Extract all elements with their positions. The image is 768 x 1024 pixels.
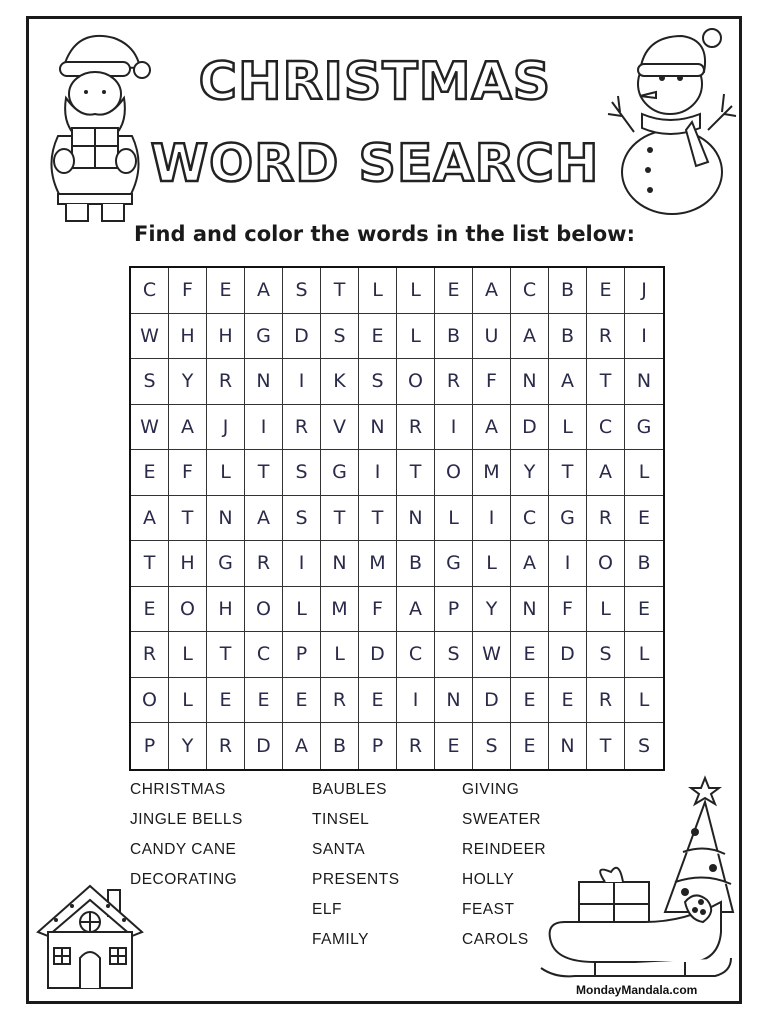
word-list-item: CHRISTMAS bbox=[130, 781, 226, 798]
grid-cell[interactable]: G bbox=[321, 450, 359, 496]
grid-cell[interactable]: L bbox=[587, 587, 625, 633]
grid-cell[interactable]: L bbox=[359, 268, 397, 314]
grid-cell[interactable]: W bbox=[131, 405, 169, 451]
grid-cell[interactable]: A bbox=[245, 268, 283, 314]
grid-cell[interactable]: A bbox=[511, 314, 549, 360]
grid-cell[interactable]: E bbox=[511, 632, 549, 678]
grid-cell[interactable]: N bbox=[245, 359, 283, 405]
grid-cell[interactable]: T bbox=[321, 268, 359, 314]
grid-cell[interactable]: R bbox=[435, 359, 473, 405]
grid-cell[interactable]: G bbox=[207, 541, 245, 587]
grid-cell[interactable]: Y bbox=[169, 359, 207, 405]
grid-cell[interactable]: F bbox=[549, 587, 587, 633]
grid-cell[interactable]: A bbox=[473, 268, 511, 314]
grid-cell[interactable]: T bbox=[321, 496, 359, 542]
grid-cell[interactable]: I bbox=[359, 450, 397, 496]
grid-cell[interactable]: S bbox=[321, 314, 359, 360]
grid-cell[interactable]: J bbox=[207, 405, 245, 451]
grid-cell[interactable]: O bbox=[131, 678, 169, 724]
grid-cell[interactable]: N bbox=[549, 723, 587, 769]
grid-cell[interactable]: I bbox=[473, 496, 511, 542]
word-list-item: BAUBLES bbox=[312, 781, 388, 798]
grid-cell[interactable]: E bbox=[587, 268, 625, 314]
grid-cell[interactable]: N bbox=[397, 496, 435, 542]
grid-cell[interactable]: T bbox=[131, 541, 169, 587]
grid-cell[interactable]: O bbox=[245, 587, 283, 633]
grid-cell[interactable]: Y bbox=[511, 450, 549, 496]
grid-cell[interactable]: E bbox=[207, 268, 245, 314]
grid-cell[interactable]: E bbox=[435, 723, 473, 769]
grid-cell[interactable]: E bbox=[207, 678, 245, 724]
grid-cell[interactable]: L bbox=[549, 405, 587, 451]
grid-cell[interactable]: L bbox=[321, 632, 359, 678]
grid-cell[interactable]: I bbox=[245, 405, 283, 451]
grid-cell[interactable]: N bbox=[321, 541, 359, 587]
grid-cell[interactable]: T bbox=[359, 496, 397, 542]
site-credit: MondayMandala.com bbox=[576, 983, 698, 997]
grid-cell[interactable]: L bbox=[625, 632, 663, 678]
grid-cell[interactable]: K bbox=[321, 359, 359, 405]
grid-cell[interactable]: R bbox=[207, 723, 245, 769]
grid-cell[interactable]: M bbox=[473, 450, 511, 496]
grid-cell[interactable]: I bbox=[283, 541, 321, 587]
grid-cell[interactable]: G bbox=[435, 541, 473, 587]
grid-cell[interactable]: B bbox=[549, 314, 587, 360]
grid-cell[interactable]: Y bbox=[473, 587, 511, 633]
grid-cell[interactable]: O bbox=[435, 450, 473, 496]
grid-cell[interactable]: I bbox=[549, 541, 587, 587]
grid-cell[interactable]: A bbox=[511, 541, 549, 587]
grid-cell[interactable]: B bbox=[549, 268, 587, 314]
grid-cell[interactable]: L bbox=[207, 450, 245, 496]
grid-cell[interactable]: R bbox=[587, 496, 625, 542]
grid-cell[interactable]: P bbox=[359, 723, 397, 769]
grid-cell[interactable]: B bbox=[321, 723, 359, 769]
grid-cell[interactable]: S bbox=[587, 632, 625, 678]
word-list-item: CAROLS bbox=[462, 931, 529, 948]
grid-cell[interactable]: T bbox=[587, 359, 625, 405]
grid-cell[interactable]: F bbox=[169, 268, 207, 314]
word-list-item: HOLLY bbox=[462, 871, 515, 888]
grid-cell[interactable]: E bbox=[245, 678, 283, 724]
page-title-line-1: CHRISTMAS bbox=[198, 52, 552, 112]
grid-cell[interactable]: R bbox=[397, 405, 435, 451]
grid-cell[interactable]: R bbox=[283, 405, 321, 451]
grid-cell[interactable]: S bbox=[359, 359, 397, 405]
grid-cell[interactable]: D bbox=[283, 314, 321, 360]
grid-cell[interactable]: E bbox=[283, 678, 321, 724]
grid-cell[interactable]: M bbox=[321, 587, 359, 633]
grid-cell[interactable]: R bbox=[207, 359, 245, 405]
grid-cell[interactable]: N bbox=[625, 359, 663, 405]
grid-cell[interactable]: E bbox=[131, 587, 169, 633]
grid-cell[interactable]: E bbox=[131, 450, 169, 496]
grid-cell[interactable]: N bbox=[207, 496, 245, 542]
grid-cell[interactable]: R bbox=[321, 678, 359, 724]
word-list-item: REINDEER bbox=[462, 841, 547, 858]
grid-cell[interactable]: C bbox=[511, 268, 549, 314]
grid-cell[interactable]: G bbox=[549, 496, 587, 542]
grid-cell[interactable]: T bbox=[549, 450, 587, 496]
grid-cell[interactable]: V bbox=[321, 405, 359, 451]
grid-cell[interactable]: B bbox=[625, 541, 663, 587]
grid-cell[interactable]: U bbox=[473, 314, 511, 360]
grid-cell[interactable]: E bbox=[549, 678, 587, 724]
grid-cell[interactable]: S bbox=[435, 632, 473, 678]
word-list-item: PRESENTS bbox=[312, 871, 400, 888]
page-title-line-2: WORD SEARCH bbox=[150, 134, 600, 194]
grid-cell[interactable]: J bbox=[625, 268, 663, 314]
grid-cell[interactable]: S bbox=[283, 450, 321, 496]
grid-cell[interactable]: T bbox=[169, 496, 207, 542]
grid-cell[interactable]: T bbox=[245, 450, 283, 496]
grid-cell[interactable]: P bbox=[131, 723, 169, 769]
grid-cell[interactable]: E bbox=[511, 723, 549, 769]
grid-cell[interactable]: D bbox=[359, 632, 397, 678]
grid-cell[interactable]: A bbox=[245, 496, 283, 542]
grid-cell[interactable]: N bbox=[435, 678, 473, 724]
grid-cell[interactable]: H bbox=[169, 314, 207, 360]
grid-cell[interactable]: E bbox=[435, 268, 473, 314]
grid-cell[interactable]: O bbox=[587, 541, 625, 587]
grid-cell[interactable]: A bbox=[549, 359, 587, 405]
word-list-item: CANDY CANE bbox=[130, 841, 237, 858]
grid-cell[interactable]: T bbox=[397, 450, 435, 496]
grid-cell[interactable]: S bbox=[283, 496, 321, 542]
grid-cell[interactable]: H bbox=[207, 587, 245, 633]
word-list-column-3 bbox=[462, 775, 546, 955]
word-list-item: TINSEL bbox=[312, 811, 370, 828]
grid-cell[interactable]: H bbox=[207, 314, 245, 360]
grid-cell[interactable]: L bbox=[169, 678, 207, 724]
grid-cell[interactable]: D bbox=[549, 632, 587, 678]
snowman-illustration bbox=[600, 22, 740, 217]
grid-cell[interactable]: R bbox=[245, 541, 283, 587]
grid-cell[interactable]: R bbox=[587, 314, 625, 360]
grid-cell[interactable]: C bbox=[245, 632, 283, 678]
grid-cell[interactable]: A bbox=[283, 723, 321, 769]
word-list-item: ELF bbox=[312, 901, 342, 918]
grid-cell[interactable]: E bbox=[625, 496, 663, 542]
grid-cell[interactable]: B bbox=[397, 541, 435, 587]
grid-cell[interactable]: O bbox=[397, 359, 435, 405]
grid-cell[interactable]: P bbox=[283, 632, 321, 678]
word-list-item: DECORATING bbox=[130, 871, 238, 888]
grid-cell[interactable]: P bbox=[435, 587, 473, 633]
grid-cell[interactable]: F bbox=[473, 359, 511, 405]
word-list-item: SANTA bbox=[312, 841, 366, 858]
grid-cell[interactable]: A bbox=[473, 405, 511, 451]
gingerbread-house-illustration bbox=[32, 880, 147, 992]
grid-cell[interactable]: I bbox=[625, 314, 663, 360]
sleigh-illustration bbox=[535, 772, 735, 982]
word-list-column-2 bbox=[312, 775, 400, 955]
grid-cell[interactable]: I bbox=[435, 405, 473, 451]
grid-cell[interactable]: R bbox=[397, 723, 435, 769]
grid-cell[interactable]: D bbox=[511, 405, 549, 451]
grid-cell[interactable]: D bbox=[245, 723, 283, 769]
grid-cell[interactable]: L bbox=[473, 541, 511, 587]
grid-cell[interactable]: D bbox=[473, 678, 511, 724]
grid-cell[interactable]: L bbox=[397, 314, 435, 360]
word-search-grid bbox=[129, 266, 665, 771]
grid-cell[interactable]: T bbox=[207, 632, 245, 678]
grid-cell[interactable]: W bbox=[131, 314, 169, 360]
grid-cell[interactable]: E bbox=[359, 678, 397, 724]
grid-cell[interactable]: E bbox=[359, 314, 397, 360]
word-list-item: FEAST bbox=[462, 901, 515, 918]
grid-cell[interactable]: S bbox=[473, 723, 511, 769]
grid-cell[interactable]: E bbox=[511, 678, 549, 724]
grid-cell[interactable]: R bbox=[587, 678, 625, 724]
grid-cell[interactable]: F bbox=[169, 450, 207, 496]
word-list-item: GIVING bbox=[462, 781, 520, 798]
grid-cell[interactable]: I bbox=[397, 678, 435, 724]
grid-cell[interactable]: A bbox=[587, 450, 625, 496]
grid-cell[interactable]: L bbox=[625, 450, 663, 496]
santa-illustration bbox=[36, 26, 151, 231]
grid-cell[interactable]: W bbox=[473, 632, 511, 678]
word-list-column-1 bbox=[130, 775, 243, 895]
grid-cell[interactable]: F bbox=[359, 587, 397, 633]
grid-cell[interactable]: B bbox=[435, 314, 473, 360]
grid-cell[interactable]: A bbox=[169, 405, 207, 451]
word-list-item: SWEATER bbox=[462, 811, 541, 828]
grid-cell[interactable]: M bbox=[359, 541, 397, 587]
grid-cell[interactable]: S bbox=[637, 734, 651, 757]
grid-cell[interactable]: C bbox=[397, 632, 435, 678]
grid-cell[interactable]: A bbox=[131, 496, 169, 542]
grid-cell[interactable]: Y bbox=[169, 723, 207, 769]
grid-cell[interactable]: L bbox=[435, 496, 473, 542]
grid-cell[interactable]: G bbox=[625, 405, 663, 451]
grid-cell[interactable]: S bbox=[131, 359, 169, 405]
grid-cell[interactable]: N bbox=[511, 587, 549, 633]
grid-cell[interactable]: C bbox=[131, 268, 169, 314]
grid-cell[interactable]: N bbox=[359, 405, 397, 451]
grid-cell[interactable]: L bbox=[625, 678, 663, 724]
word-list-item: FAMILY bbox=[312, 931, 369, 948]
grid-cell[interactable]: G bbox=[245, 314, 283, 360]
grid-cell[interactable]: L bbox=[397, 268, 435, 314]
grid-cell[interactable]: S bbox=[283, 268, 321, 314]
word-list-item: JINGLE BELLS bbox=[130, 811, 243, 828]
grid-cell[interactable]: C bbox=[511, 496, 549, 542]
grid-cell[interactable]: T bbox=[587, 723, 625, 769]
grid-cell[interactable]: L bbox=[169, 632, 207, 678]
grid-cell[interactable]: N bbox=[511, 359, 549, 405]
grid-cell[interactable]: C bbox=[587, 405, 625, 451]
grid-cell[interactable]: L bbox=[283, 587, 321, 633]
instructions-text: Find and color the words in the list below: bbox=[134, 222, 635, 246]
grid-cell[interactable]: H bbox=[169, 541, 207, 587]
grid-cell[interactable]: A bbox=[397, 587, 435, 633]
grid-cell[interactable]: R bbox=[131, 632, 169, 678]
grid-cell[interactable]: I bbox=[283, 359, 321, 405]
grid-cell[interactable]: E bbox=[625, 587, 663, 633]
grid-cell[interactable]: O bbox=[169, 587, 207, 633]
